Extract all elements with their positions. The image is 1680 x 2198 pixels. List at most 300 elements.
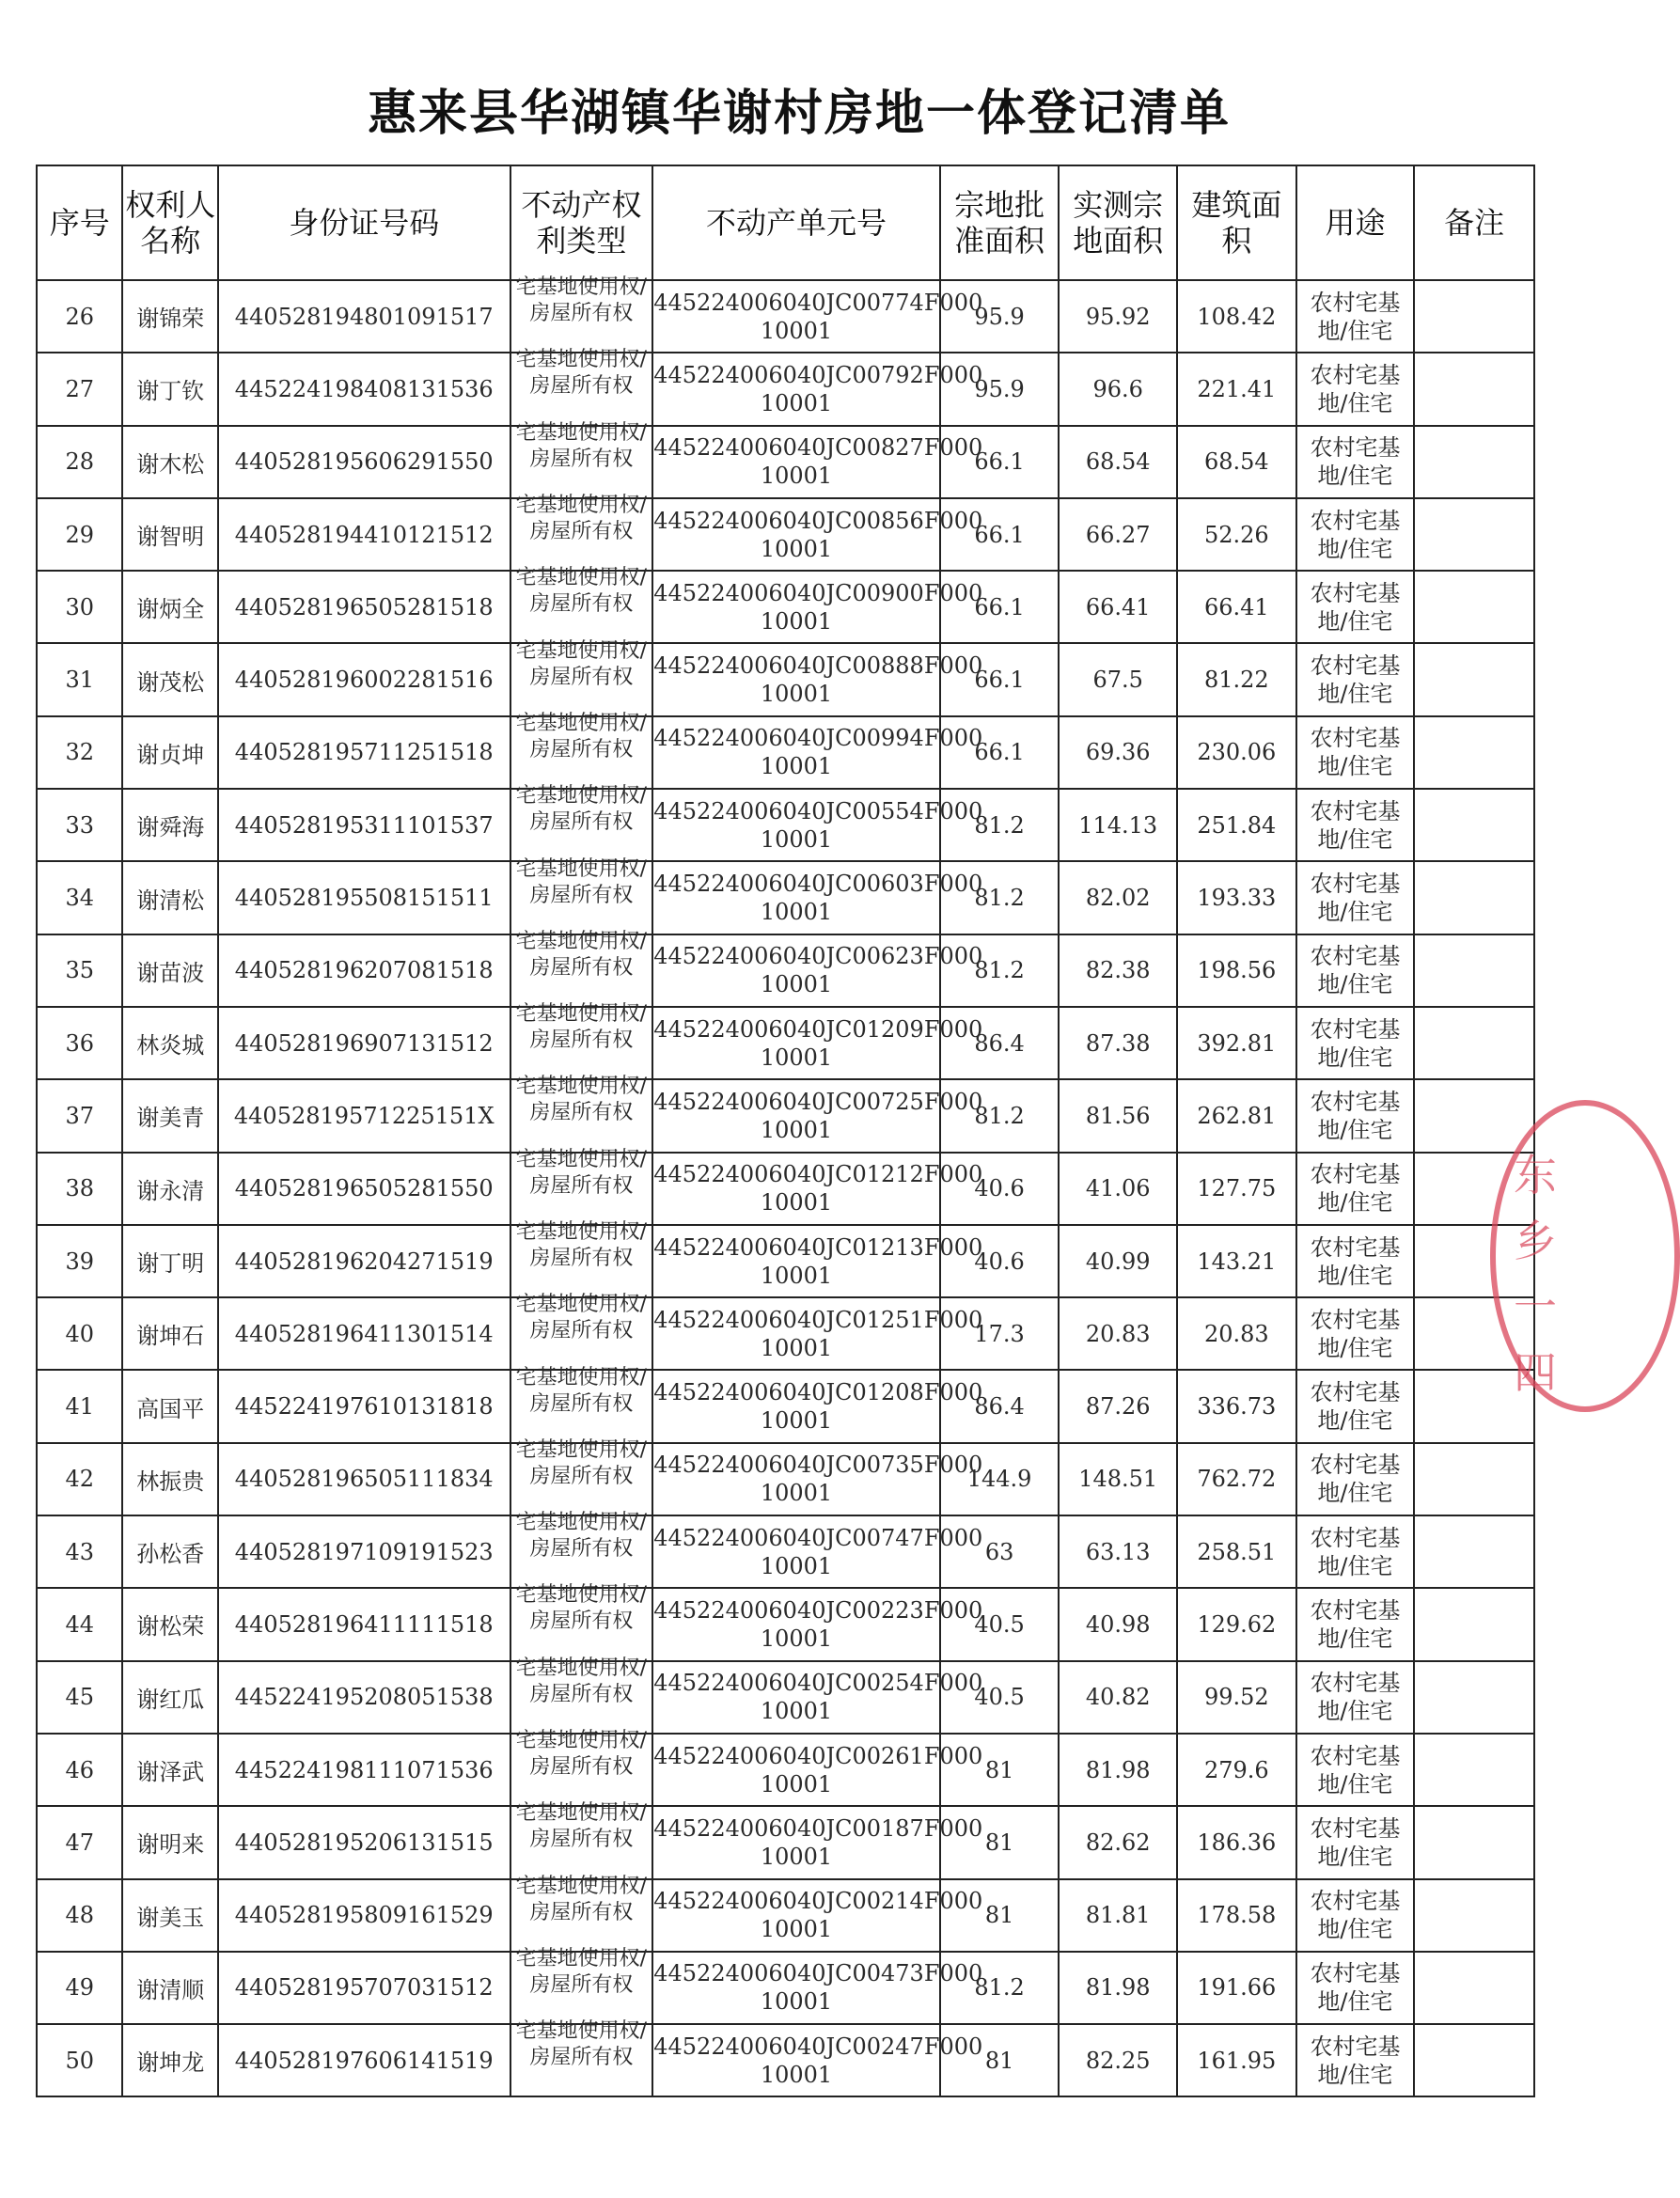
row-building-area: 186.36 (1177, 1806, 1296, 1878)
row-owner-name: 谢坤龙 (122, 2024, 218, 2096)
row-approved-area: 81.2 (940, 789, 1060, 861)
table-row (37, 1879, 1534, 1952)
right-type-text: 宅基地使用权/房屋所有权 (515, 1002, 648, 1053)
row-building-area: 221.41 (1177, 353, 1296, 425)
header-right-type: 不动产权利类型 (510, 165, 653, 280)
row-measured-area: 20.83 (1059, 1297, 1177, 1370)
row-id-number: 440528195311101537 (218, 789, 510, 861)
row-remark (1414, 1734, 1534, 1806)
row-right-type (510, 1220, 653, 1297)
row-owner-name: 谢泽武 (122, 1734, 218, 1806)
row-building-area: 108.42 (1177, 280, 1296, 353)
row-remark (1414, 1588, 1534, 1660)
row-building-area: 193.33 (1177, 861, 1296, 934)
table-row (37, 1007, 1534, 1079)
seal-glyph: 乡 (1514, 1216, 1557, 1266)
row-usage: 农村宅基地/住宅 (1296, 1225, 1415, 1297)
row-remark (1414, 1007, 1534, 1079)
row-id-number: 440528197606141519 (218, 2024, 510, 2096)
row-remark (1414, 861, 1534, 934)
row-id-number: 440528196505281518 (218, 571, 510, 643)
row-usage: 农村宅基地/住宅 (1296, 1297, 1415, 1370)
row-measured-area: 87.38 (1059, 1007, 1177, 1079)
row-seq: 27 (37, 353, 122, 425)
row-building-area: 68.54 (1177, 426, 1296, 498)
table-row (37, 1443, 1534, 1515)
table-row (37, 716, 1534, 789)
row-usage: 农村宅基地/住宅 (1296, 353, 1415, 425)
row-measured-area: 40.82 (1059, 1661, 1177, 1734)
row-owner-name: 林振贵 (122, 1443, 218, 1515)
row-owner-name: 孙松香 (122, 1515, 218, 1588)
row-id-number: 440528196411301514 (218, 1297, 510, 1370)
row-right-type (510, 566, 653, 643)
row-owner-name: 谢茂松 (122, 643, 218, 715)
table-row (37, 280, 1534, 353)
table-row (37, 1153, 1534, 1225)
row-building-area: 230.06 (1177, 716, 1296, 789)
row-measured-area: 41.06 (1059, 1153, 1177, 1225)
row-right-type (510, 1511, 653, 1588)
row-seq: 32 (37, 716, 122, 789)
row-seq: 36 (37, 1007, 122, 1079)
row-right-type (510, 711, 653, 789)
row-seq: 26 (37, 280, 122, 353)
row-approved-area: 81 (940, 2024, 1060, 2096)
row-usage: 农村宅基地/住宅 (1296, 1515, 1415, 1588)
right-type-text: 宅基地使用权/房屋所有权 (515, 711, 648, 761)
row-id-number: 445224198408131536 (218, 353, 510, 425)
row-owner-name: 谢红瓜 (122, 1661, 218, 1734)
row-remark (1414, 789, 1534, 861)
right-type-text: 宅基地使用权/房屋所有权 (515, 1075, 648, 1125)
row-measured-area: 95.92 (1059, 280, 1177, 353)
row-approved-area: 81 (940, 1806, 1060, 1878)
row-usage: 农村宅基地/住宅 (1296, 571, 1415, 643)
row-owner-name: 谢丁明 (122, 1225, 218, 1297)
row-seq: 48 (37, 1879, 122, 1952)
row-measured-area: 82.02 (1059, 861, 1177, 934)
row-measured-area: 82.62 (1059, 1806, 1177, 1878)
right-type-text: 宅基地使用权/房屋所有权 (515, 1220, 648, 1270)
row-measured-area: 66.41 (1059, 571, 1177, 643)
row-id-number: 440528194410121512 (218, 498, 510, 571)
row-building-area: 129.62 (1177, 1588, 1296, 1660)
row-approved-area: 40.6 (940, 1153, 1060, 1225)
row-id-number: 440528196411111518 (218, 1588, 510, 1660)
row-seq: 47 (37, 1806, 122, 1878)
right-type-text: 宅基地使用权/房屋所有权 (515, 348, 648, 399)
row-right-type (510, 275, 653, 353)
table-row (37, 861, 1534, 934)
row-building-area: 178.58 (1177, 1879, 1296, 1952)
row-measured-area: 81.81 (1059, 1879, 1177, 1952)
row-remark (1414, 1806, 1534, 1878)
row-seq: 49 (37, 1952, 122, 2024)
row-approved-area: 17.3 (940, 1297, 1060, 1370)
right-type-text: 宅基地使用权/房屋所有权 (515, 275, 648, 326)
row-approved-area: 95.9 (940, 280, 1060, 353)
header-remark: 备注 (1414, 165, 1534, 280)
table-row (37, 353, 1534, 425)
row-approved-area: 144.9 (940, 1443, 1060, 1515)
row-owner-name: 谢清顺 (122, 1952, 218, 2024)
row-seq: 50 (37, 2024, 122, 2096)
row-id-number: 440528196204271519 (218, 1225, 510, 1297)
table-row (37, 1370, 1534, 1442)
row-owner-name: 谢松荣 (122, 1588, 218, 1660)
table-row (37, 1225, 1534, 1297)
row-right-type (510, 1583, 653, 1660)
row-building-area: 143.21 (1177, 1225, 1296, 1297)
row-seq: 39 (37, 1225, 122, 1297)
row-owner-name: 高国平 (122, 1370, 218, 1442)
row-building-area: 279.6 (1177, 1734, 1296, 1806)
row-measured-area: 87.26 (1059, 1370, 1177, 1442)
row-measured-area: 96.6 (1059, 353, 1177, 425)
right-type-text: 宅基地使用权/房屋所有权 (515, 1147, 648, 1198)
row-approved-area: 86.4 (940, 1370, 1060, 1442)
row-approved-area: 86.4 (940, 1007, 1060, 1079)
row-seq: 29 (37, 498, 122, 571)
row-usage: 农村宅基地/住宅 (1296, 934, 1415, 1007)
row-approved-area: 40.5 (940, 1661, 1060, 1734)
row-approved-area: 66.1 (940, 426, 1060, 498)
row-owner-name: 谢锦荣 (122, 280, 218, 353)
right-type-text: 宅基地使用权/房屋所有权 (515, 494, 648, 544)
row-remark (1414, 716, 1534, 789)
row-remark (1414, 934, 1534, 1007)
row-usage: 农村宅基地/住宅 (1296, 280, 1415, 353)
row-right-type (510, 1147, 653, 1225)
row-id-number: 440528197109191523 (218, 1515, 510, 1588)
row-id-number: 44052819571225151X (218, 1079, 510, 1152)
seal-text (1514, 1142, 1570, 1405)
row-building-area: 127.75 (1177, 1153, 1296, 1225)
row-measured-area: 40.99 (1059, 1225, 1177, 1297)
row-right-type (510, 1874, 653, 1952)
header-id: 身份证号码 (218, 165, 510, 280)
row-right-type (510, 929, 653, 1007)
row-usage: 农村宅基地/住宅 (1296, 1952, 1415, 2024)
row-seq: 37 (37, 1079, 122, 1152)
row-building-area: 258.51 (1177, 1515, 1296, 1588)
row-owner-name: 谢木松 (122, 426, 218, 498)
row-seq: 38 (37, 1153, 122, 1225)
table-row (37, 1952, 1534, 2024)
right-type-text: 宅基地使用权/房屋所有权 (515, 784, 648, 835)
row-measured-area: 68.54 (1059, 426, 1177, 498)
row-unit-number: 445224006040JC00888F000 10001 (652, 643, 940, 715)
row-seq: 35 (37, 934, 122, 1007)
row-building-area: 762.72 (1177, 1443, 1296, 1515)
document-title: 惠来县华湖镇华谢村房地一体登记清单 (367, 86, 1231, 142)
header-building-area: 建筑面积 (1177, 165, 1296, 280)
row-approved-area: 66.1 (940, 571, 1060, 643)
row-right-type (510, 494, 653, 571)
row-measured-area: 81.98 (1059, 1734, 1177, 1806)
row-remark (1414, 571, 1534, 643)
row-usage: 农村宅基地/住宅 (1296, 1370, 1415, 1442)
row-unit-number: 445224006040JC00214F000 10001 (652, 1879, 940, 1952)
row-unit-number: 445224006040JC01212F000 10001 (652, 1153, 940, 1225)
row-approved-area: 66.1 (940, 643, 1060, 715)
row-approved-area: 81 (940, 1879, 1060, 1952)
row-id-number: 445224195208051538 (218, 1661, 510, 1734)
row-measured-area: 63.13 (1059, 1515, 1177, 1588)
row-seq: 40 (37, 1297, 122, 1370)
row-right-type (510, 348, 653, 425)
right-type-text: 宅基地使用权/房屋所有权 (515, 1656, 648, 1706)
row-measured-area: 66.27 (1059, 498, 1177, 571)
row-approved-area: 81.2 (940, 861, 1060, 934)
row-seq: 31 (37, 643, 122, 715)
right-type-text: 宅基地使用权/房屋所有权 (515, 1801, 648, 1852)
row-id-number: 440528196907131512 (218, 1007, 510, 1079)
row-usage: 农村宅基地/住宅 (1296, 1734, 1415, 1806)
table-row (37, 426, 1534, 498)
row-usage: 农村宅基地/住宅 (1296, 716, 1415, 789)
row-right-type (510, 1075, 653, 1152)
right-type-text: 宅基地使用权/房屋所有权 (515, 1437, 648, 1488)
header-measured-area: 实测宗地面积 (1059, 165, 1177, 280)
row-right-type (510, 420, 653, 498)
row-approved-area: 95.9 (940, 353, 1060, 425)
row-measured-area: 81.98 (1059, 1952, 1177, 2024)
row-right-type (510, 1002, 653, 1079)
row-building-area: 191.66 (1177, 1952, 1296, 2024)
row-measured-area: 148.51 (1059, 1443, 1177, 1515)
right-type-text: 宅基地使用权/房屋所有权 (515, 929, 648, 980)
row-building-area: 20.83 (1177, 1297, 1296, 1370)
row-unit-number: 445224006040JC00254F000 10001 (652, 1661, 940, 1734)
row-building-area: 198.56 (1177, 934, 1296, 1007)
row-approved-area: 40.5 (940, 1588, 1060, 1660)
row-seq: 41 (37, 1370, 122, 1442)
row-unit-number: 445224006040JC00247F000 10001 (652, 2024, 940, 2096)
row-owner-name: 谢炳全 (122, 571, 218, 643)
table-row (37, 1079, 1534, 1152)
row-right-type (510, 1293, 653, 1370)
right-type-text: 宅基地使用权/房屋所有权 (515, 638, 648, 689)
table-row (37, 498, 1534, 571)
right-type-text: 宅基地使用权/房屋所有权 (515, 1365, 648, 1416)
header-unit-no: 不动产单元号 (652, 165, 940, 280)
row-right-type (510, 784, 653, 861)
row-seq: 45 (37, 1661, 122, 1734)
row-unit-number: 445224006040JC01208F000 10001 (652, 1370, 940, 1442)
row-building-area: 99.52 (1177, 1661, 1296, 1734)
row-approved-area: 81 (940, 1734, 1060, 1806)
row-right-type (510, 856, 653, 934)
row-building-area: 66.41 (1177, 571, 1296, 643)
row-building-area: 392.81 (1177, 1007, 1296, 1079)
row-usage: 农村宅基地/住宅 (1296, 1879, 1415, 1952)
row-unit-number: 445224006040JC01213F000 10001 (652, 1225, 940, 1297)
row-id-number: 440528196207081518 (218, 934, 510, 1007)
row-id-number: 440528194801091517 (218, 280, 510, 353)
row-id-number: 440528195711251518 (218, 716, 510, 789)
row-approved-area: 63 (940, 1515, 1060, 1588)
row-approved-area: 40.6 (940, 1225, 1060, 1297)
row-seq: 44 (37, 1588, 122, 1660)
row-owner-name: 谢清松 (122, 861, 218, 934)
row-usage: 农村宅基地/住宅 (1296, 789, 1415, 861)
right-type-text: 宅基地使用权/房屋所有权 (515, 420, 648, 471)
row-remark (1414, 1661, 1534, 1734)
row-unit-number: 445224006040JC00473F000 10001 (652, 1952, 940, 2024)
row-seq: 34 (37, 861, 122, 934)
row-unit-number: 445224006040JC00261F000 10001 (652, 1734, 940, 1806)
row-seq: 33 (37, 789, 122, 861)
row-owner-name: 谢美青 (122, 1079, 218, 1152)
header-usage: 用途 (1296, 165, 1415, 280)
row-right-type (510, 1946, 653, 2024)
right-type-text: 宅基地使用权/房屋所有权 (515, 566, 648, 617)
header-owner: 权利人名称 (122, 165, 218, 280)
row-remark (1414, 1515, 1534, 1588)
row-building-area: 161.95 (1177, 2024, 1296, 2096)
row-owner-name: 谢丁钦 (122, 353, 218, 425)
row-measured-area: 40.98 (1059, 1588, 1177, 1660)
row-right-type (510, 1437, 653, 1515)
row-usage: 农村宅基地/住宅 (1296, 1443, 1415, 1515)
row-id-number: 440528196505111834 (218, 1443, 510, 1515)
row-right-type (510, 1656, 653, 1734)
row-measured-area: 81.56 (1059, 1079, 1177, 1152)
seal-glyph: 一 (1514, 1281, 1557, 1332)
table-row (37, 934, 1534, 1007)
row-measured-area: 82.25 (1059, 2024, 1177, 2096)
row-id-number: 440528195206131515 (218, 1806, 510, 1878)
row-id-number: 440528195508151511 (218, 861, 510, 934)
row-remark (1414, 353, 1534, 425)
row-unit-number: 445224006040JC00187F000 10001 (652, 1806, 940, 1878)
row-unit-number: 445224006040JC00223F000 10001 (652, 1588, 940, 1660)
row-unit-number: 445224006040JC00856F000 10001 (652, 498, 940, 571)
row-remark (1414, 1879, 1534, 1952)
row-unit-number: 445224006040JC00792F000 10001 (652, 353, 940, 425)
table-row (37, 1515, 1534, 1588)
row-owner-name: 谢永清 (122, 1153, 218, 1225)
row-measured-area: 67.5 (1059, 643, 1177, 715)
row-approved-area: 66.1 (940, 498, 1060, 571)
row-id-number: 445224198111071536 (218, 1734, 510, 1806)
row-id-number: 440528195707031512 (218, 1952, 510, 2024)
row-usage: 农村宅基地/住宅 (1296, 861, 1415, 934)
row-owner-name: 谢苗波 (122, 934, 218, 1007)
row-usage: 农村宅基地/住宅 (1296, 643, 1415, 715)
row-building-area: 336.73 (1177, 1370, 1296, 1442)
row-approved-area: 81.2 (940, 934, 1060, 1007)
row-right-type (510, 1801, 653, 1878)
row-measured-area: 69.36 (1059, 716, 1177, 789)
row-remark (1414, 280, 1534, 353)
row-unit-number: 445224006040JC00827F000 10001 (652, 426, 940, 498)
table-row (37, 1588, 1534, 1660)
table-row (37, 571, 1534, 643)
right-type-text: 宅基地使用权/房屋所有权 (515, 2019, 648, 2070)
row-building-area: 262.81 (1177, 1079, 1296, 1152)
row-measured-area: 114.13 (1059, 789, 1177, 861)
right-type-text: 宅基地使用权/房屋所有权 (515, 1729, 648, 1780)
row-owner-name: 谢智明 (122, 498, 218, 571)
table-row (37, 2024, 1534, 2096)
table-row (37, 789, 1534, 861)
table-row (37, 1297, 1534, 1370)
row-owner-name: 谢舜海 (122, 789, 218, 861)
row-approved-area: 81.2 (940, 1952, 1060, 2024)
row-unit-number: 445224006040JC00900F000 10001 (652, 571, 940, 643)
header-approved-area: 宗地批准面积 (940, 165, 1060, 280)
right-type-text: 宅基地使用权/房屋所有权 (515, 1874, 648, 1924)
right-type-text: 宅基地使用权/房屋所有权 (515, 1946, 648, 1997)
row-id-number: 440528196002281516 (218, 643, 510, 715)
row-building-area: 81.22 (1177, 643, 1296, 715)
row-owner-name: 谢美玉 (122, 1879, 218, 1952)
right-type-text: 宅基地使用权/房屋所有权 (515, 856, 648, 907)
row-unit-number: 445224006040JC00554F000 10001 (652, 789, 940, 861)
row-owner-name: 谢明来 (122, 1806, 218, 1878)
row-usage: 农村宅基地/住宅 (1296, 1007, 1415, 1079)
row-unit-number: 445224006040JC00994F000 10001 (652, 716, 940, 789)
row-right-type (510, 1365, 653, 1442)
row-id-number: 440528196505281550 (218, 1153, 510, 1225)
row-unit-number: 445224006040JC00747F000 10001 (652, 1515, 940, 1588)
right-type-text: 宅基地使用权/房屋所有权 (515, 1511, 648, 1562)
row-owner-name: 林炎城 (122, 1007, 218, 1079)
table-row (37, 1661, 1534, 1734)
row-approved-area: 81.2 (940, 1079, 1060, 1152)
right-type-text: 宅基地使用权/房屋所有权 (515, 1583, 648, 1634)
row-unit-number: 445224006040JC00735F000 10001 (652, 1443, 940, 1515)
row-unit-number: 445224006040JC00603F000 10001 (652, 861, 940, 934)
row-id-number: 440528195606291550 (218, 426, 510, 498)
row-usage: 农村宅基地/住宅 (1296, 426, 1415, 498)
row-usage: 农村宅基地/住宅 (1296, 1079, 1415, 1152)
header-row (37, 165, 1534, 280)
row-building-area: 251.84 (1177, 789, 1296, 861)
row-remark (1414, 2024, 1534, 2096)
row-right-type (510, 638, 653, 715)
row-usage: 农村宅基地/住宅 (1296, 498, 1415, 571)
row-seq: 30 (37, 571, 122, 643)
row-approved-area: 66.1 (940, 716, 1060, 789)
row-id-number: 440528195809161529 (218, 1879, 510, 1952)
seal-glyph: 东 (1514, 1150, 1557, 1201)
row-usage: 农村宅基地/住宅 (1296, 1153, 1415, 1225)
row-building-area: 52.26 (1177, 498, 1296, 571)
row-remark (1414, 1952, 1534, 2024)
row-remark (1414, 643, 1534, 715)
row-seq: 46 (37, 1734, 122, 1806)
row-right-type (510, 1729, 653, 1806)
row-usage: 农村宅基地/住宅 (1296, 1661, 1415, 1734)
table-row (37, 1734, 1534, 1806)
header-seq: 序号 (37, 165, 122, 280)
row-usage: 农村宅基地/住宅 (1296, 1806, 1415, 1878)
row-seq: 43 (37, 1515, 122, 1588)
row-seq: 42 (37, 1443, 122, 1515)
table-row (37, 1806, 1534, 1878)
row-unit-number: 445224006040JC00774F000 10001 (652, 280, 940, 353)
row-remark (1414, 1443, 1534, 1515)
row-unit-number: 445224006040JC00623F000 10001 (652, 934, 940, 1007)
row-unit-number: 445224006040JC01251F000 10001 (652, 1297, 940, 1370)
row-remark (1414, 426, 1534, 498)
row-remark (1414, 498, 1534, 571)
seal-glyph: 四 (1514, 1347, 1557, 1398)
